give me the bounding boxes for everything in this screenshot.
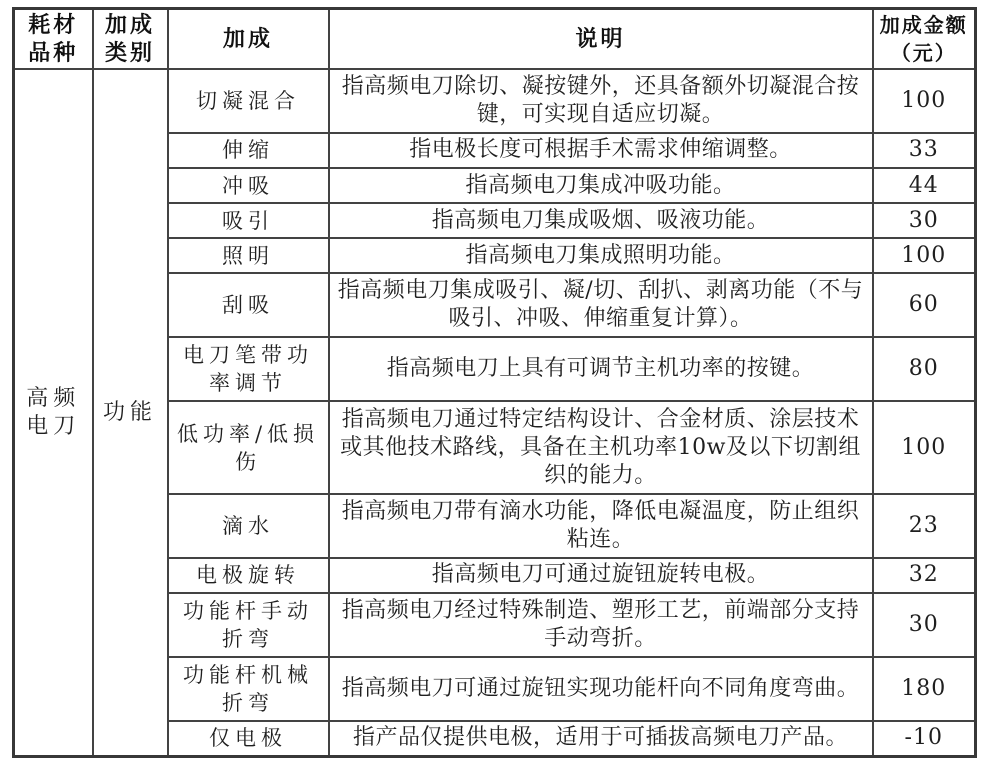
markup-name-cell: 功能杆手动折弯 [168,593,329,657]
col-header-amount: 加成金额（元） [873,9,976,70]
amount-cell: 30 [873,203,976,238]
amount-cell: 100 [873,69,976,133]
table-row [14,69,976,133]
amount-cell: 180 [873,657,976,721]
description-cell: 指高频电刀集成吸引、凝/切、刮扒、剥离功能（不与吸引、冲吸、伸缩重复计算）。 [329,273,873,337]
markup-name-cell: 冲吸 [168,168,329,203]
markup-name-cell: 仅电极 [168,721,329,757]
description-cell: 指产品仅提供电极，适用于可插拔高频电刀产品。 [329,721,873,757]
description-cell: 指高频电刀可通过旋钮旋转电极。 [329,558,873,593]
description-cell: 指电极长度可根据手术需求伸缩调整。 [329,133,873,168]
table-body [14,69,976,757]
amount-cell: 23 [873,494,976,558]
description-cell: 指高频电刀上具有可调节主机功率的按键。 [329,337,873,401]
description-cell: 指高频电刀集成冲吸功能。 [329,168,873,203]
description-cell: 指高频电刀除切、凝按键外，还具备额外切凝混合按键，可实现自适应切凝。 [329,69,873,133]
markup-name-cell: 滴水 [168,494,329,558]
amount-cell: 100 [873,238,976,273]
amount-cell: 44 [873,168,976,203]
col-header-markup: 加成 [168,9,329,70]
markup-type-cell: 功能 [93,69,168,757]
col-header-description: 说明 [329,9,873,70]
markup-name-cell: 切凝混合 [168,69,329,133]
description-cell: 指高频电刀集成照明功能。 [329,238,873,273]
amount-cell: 100 [873,401,976,494]
markup-name-cell: 刮吸 [168,273,329,337]
amount-cell: 60 [873,273,976,337]
col-header-consumable-category: 耗材品种 [14,9,93,70]
markup-name-cell: 功能杆机械折弯 [168,657,329,721]
markup-name-cell: 照明 [168,238,329,273]
header-row [14,9,976,70]
description-cell: 指高频电刀通过特定结构设计、合金材质、涂层技术或其他技术路线，具备在主机功率10w及以下切割组织的能力。 [329,401,873,494]
markup-name-cell: 低功率/低损伤 [168,401,329,494]
amount-cell: 30 [873,593,976,657]
markup-name-cell: 电极旋转 [168,558,329,593]
description-cell: 指高频电刀经过特殊制造、塑形工艺，前端部分支持手动弯折。 [329,593,873,657]
amount-cell: 32 [873,558,976,593]
description-cell: 指高频电刀可通过旋钮实现功能杆向不同角度弯曲。 [329,657,873,721]
markup-name-cell: 电刀笔带功率调节 [168,337,329,401]
description-cell: 指高频电刀带有滴水功能，降低电凝温度，防止组织粘连。 [329,494,873,558]
consumable-category-cell: 高频电刀 [14,69,93,757]
markup-table [12,7,977,758]
col-header-markup-type: 加成类别 [93,9,168,70]
markup-name-cell: 伸缩 [168,133,329,168]
amount-cell: 33 [873,133,976,168]
amount-cell: -10 [873,721,976,757]
markup-name-cell: 吸引 [168,203,329,238]
description-cell: 指高频电刀集成吸烟、吸液功能。 [329,203,873,238]
amount-cell: 80 [873,337,976,401]
